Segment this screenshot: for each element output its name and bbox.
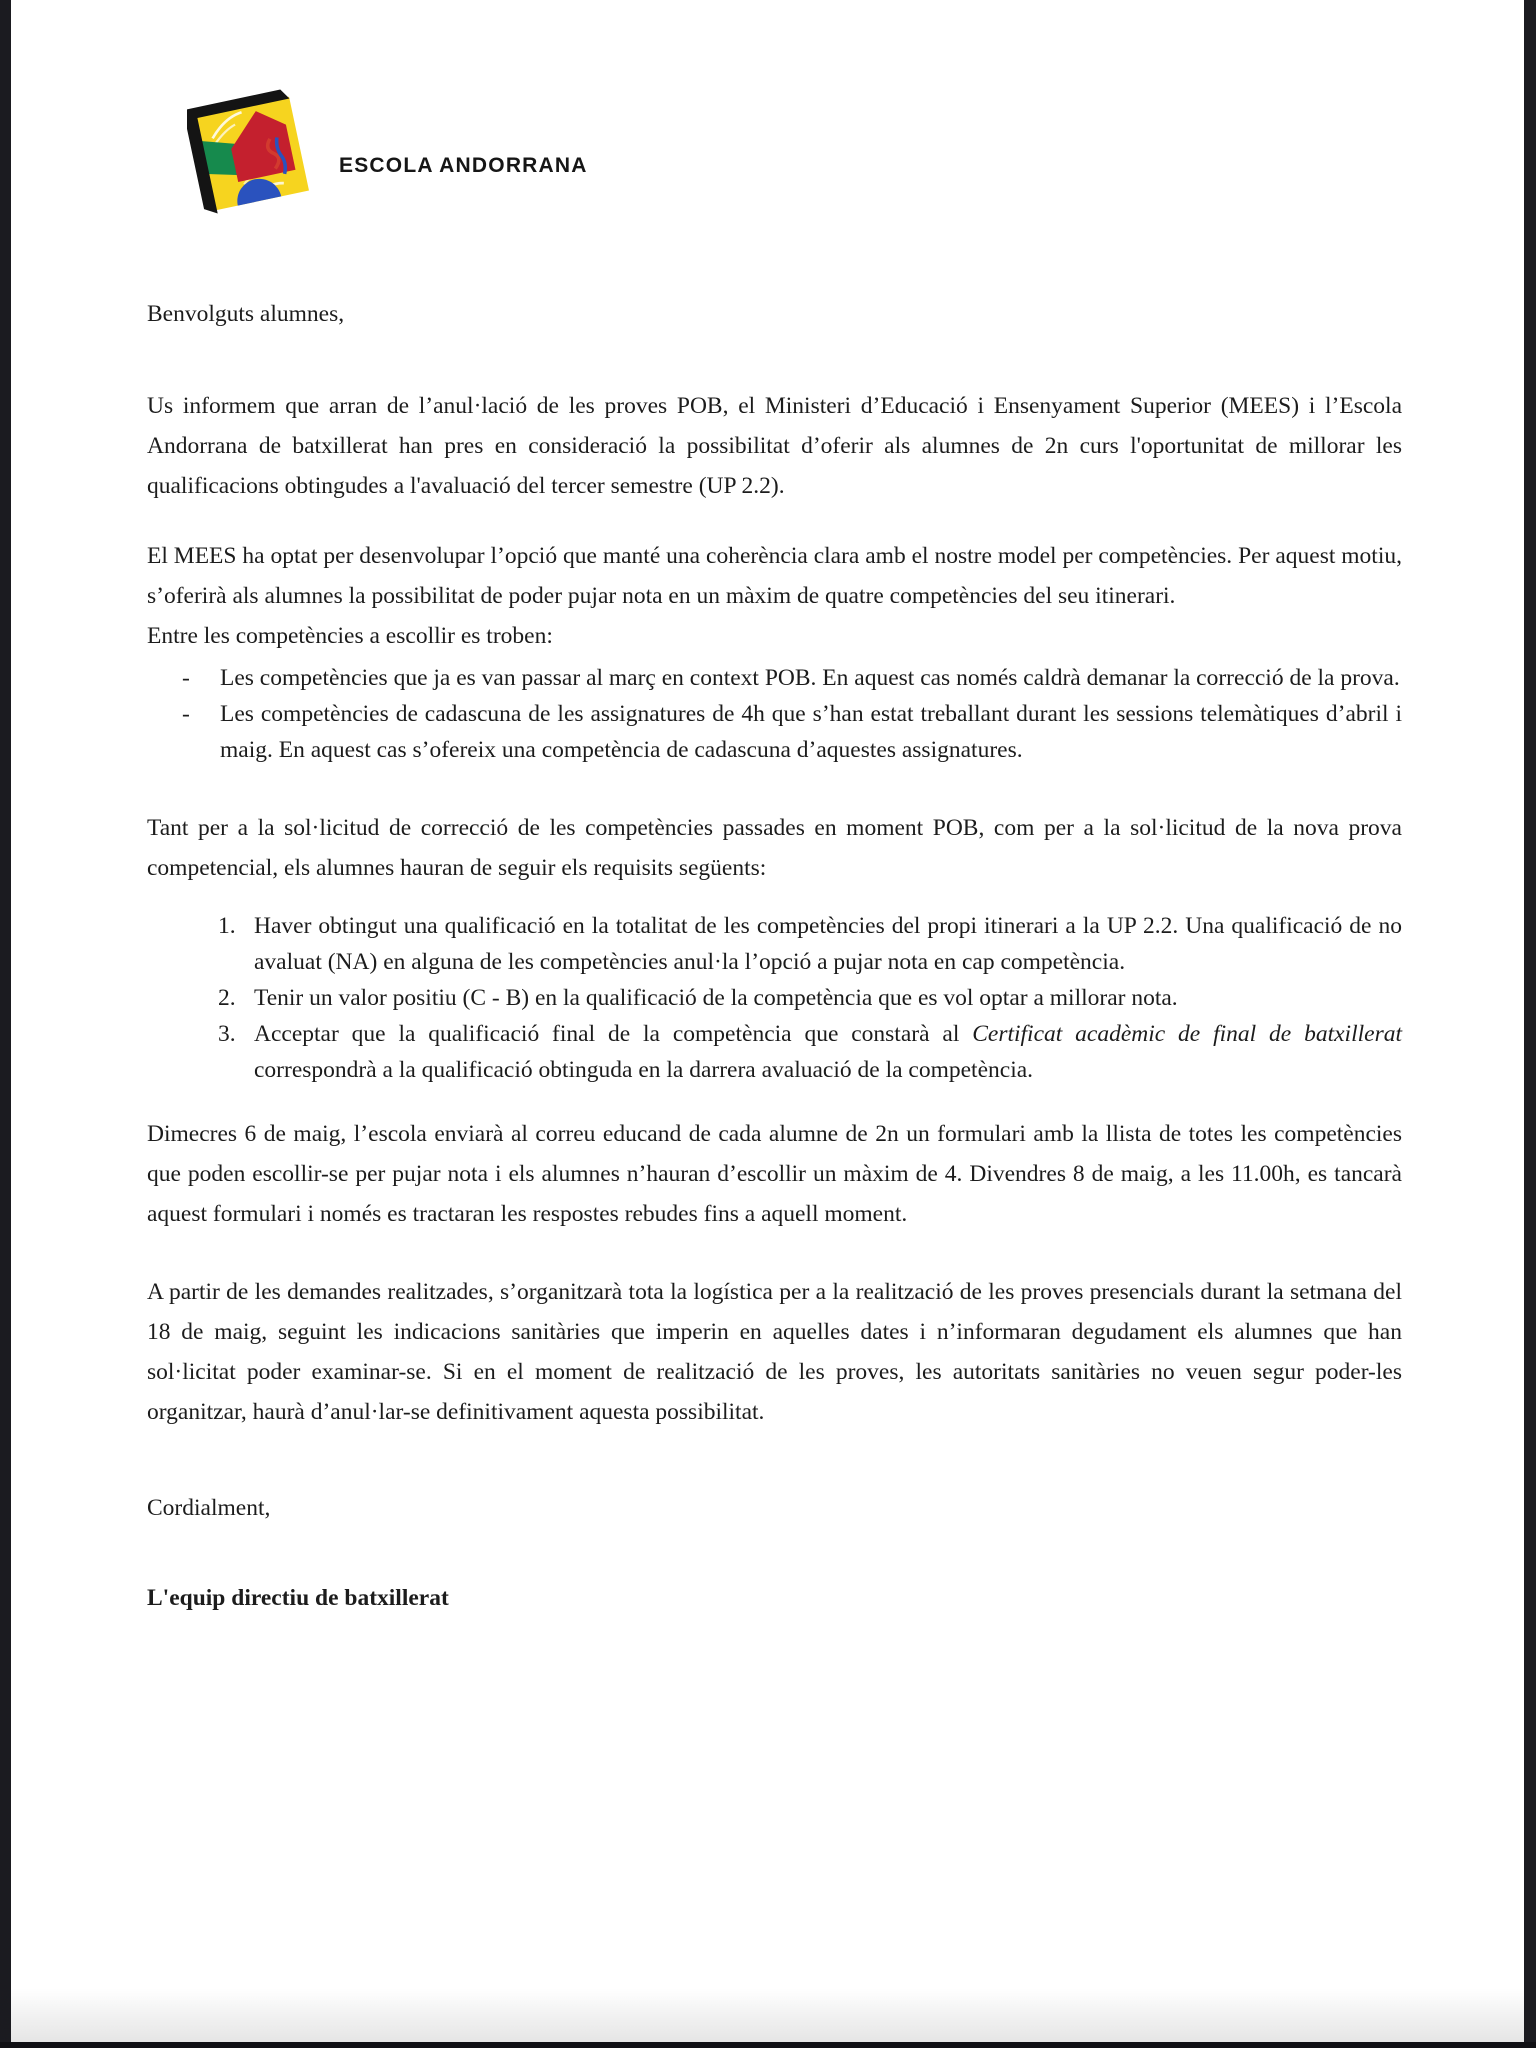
- requirement-text: Haver obtingut una qualificació en la totalitat de les competències del propi itinerari a la UP 2.2. Una qualificació de no avaluat (NA) en alguna de les competències anul·la l’opció a pujar nota en cap competència.: [254, 913, 1402, 975]
- requirement-item-2: [218, 980, 1402, 1016]
- escola-andorrana-logo: [187, 88, 1402, 224]
- paragraph-form-schedule: Dimecres 6 de maig, l’escola enviarà al correu educand de cada alumne de 2n un formulari amb la llista de totes les competències que poden escollir-se per pujar nota i els alumnes n’hauran d’escollir un màxim de 4. Divendres 8 de maig, a les 11.00h, es tancarà aquest formulari i només es tractaran les respostes rebudes fins a aquell moment.: [147, 1121, 1402, 1227]
- requirement-number: 3.: [218, 1021, 236, 1047]
- bullet-item-4h-subjects: [182, 696, 1402, 768]
- salutation: Benvolguts alumnes,: [147, 301, 345, 327]
- requirement-3-text-before: Acceptar que la qualificació final de la competència que constarà al: [254, 1021, 973, 1047]
- closing: Cordialment,: [147, 1495, 271, 1521]
- competencies-list-intro: Entre les competències a escollir es troben:: [147, 623, 553, 649]
- requirement-item-3: [218, 1016, 1402, 1088]
- photo-edge-right: [1524, 0, 1536, 2048]
- photo-edge-bottom: [0, 2042, 1536, 2048]
- requirement-text: Tenir un valor positiu (C - B) en la qualificació de la competència que es vol optar a millorar nota.: [254, 985, 1178, 1011]
- requirement-text: [254, 1016, 1402, 1088]
- bullet-dash: -: [182, 665, 190, 691]
- paragraph-logistics: A partir de les demandes realitzades, s’organitzarà tota la logística per a la realització de les proves presencials durant la setmana del 18 de maig, seguint les indicacions sanitàries que imperin en aquelles dates i n’informaran degudament els alumnes que han sol·licitat poder examinar-se. Si en el moment de realització de les proves, les autoritats sanitàries no veuen segur poder-les organitzar, haurà d’anul·lar-se definitivament aquesta possibilitat.: [147, 1279, 1402, 1425]
- paragraph-requirements-intro: Tant per a la sol·licitud de correcció de les competències passades en moment POB, com per a la sol·licitud de la nova prova competencial, els alumnes hauran de seguir els requisits següents:: [147, 815, 1402, 881]
- photo-edge-left: [0, 0, 11, 2048]
- bullet-text: Les competències que ja es van passar al març en context POB. En aquest cas només caldrà demanar la correcció de la prova.: [220, 665, 1400, 691]
- school-logo-icon: [187, 88, 329, 224]
- letter-content: [147, 0, 1402, 1618]
- paragraph-intro: Us informem que arran de l’anul·lació de les proves POB, el Ministeri d’Educació i Ensenyament Superior (MEES) i l’Escola Andorrana de batxillerat han pres en consideració la possibilitat d’oferir als alumnes de 2n curs l'oportunitat de millorar les qualificacions obtingudes a l'avaluació del tercer semestre (UP 2.2).: [147, 393, 1402, 499]
- logo-wordmark: ESCOLA ANDORRANA: [339, 154, 588, 177]
- bullet-dash: -: [182, 701, 190, 727]
- signature: L'equip directiu de batxillerat: [147, 1585, 449, 1611]
- requirement-number: 1.: [218, 913, 236, 939]
- requirement-item-1: [218, 908, 1402, 980]
- requirement-number: 2.: [218, 985, 236, 1011]
- competencies-bullet-list: [147, 660, 1402, 768]
- bullet-text: Les competències de cadascuna de les assignatures de 4h que s’han estat treballant durant les sessions telemàtiques d’abril i maig. En aquest cas s’ofereix una competència de cadascuna d’aquestes assignatures.: [220, 701, 1402, 763]
- photo-bottom-shadow: [11, 1988, 1524, 2042]
- requirement-3-text-after: correspondrà a la qualificació obtinguda en la darrera avaluació de la competència.: [254, 1057, 1034, 1083]
- requirements-list: [147, 908, 1402, 1088]
- paragraph-mees-option: El MEES ha optat per desenvolupar l’opció que manté una coherència clara amb el nostre model per competències. Per aquest motiu, s’oferirà als alumnes la possibilitat de poder pujar nota en un màxim de quatre competències del seu itinerari.: [147, 543, 1402, 609]
- certificate-title-italic: Certificat acadèmic de final de batxillerat: [972, 1021, 1402, 1047]
- bullet-item-pob-correction: [182, 660, 1402, 696]
